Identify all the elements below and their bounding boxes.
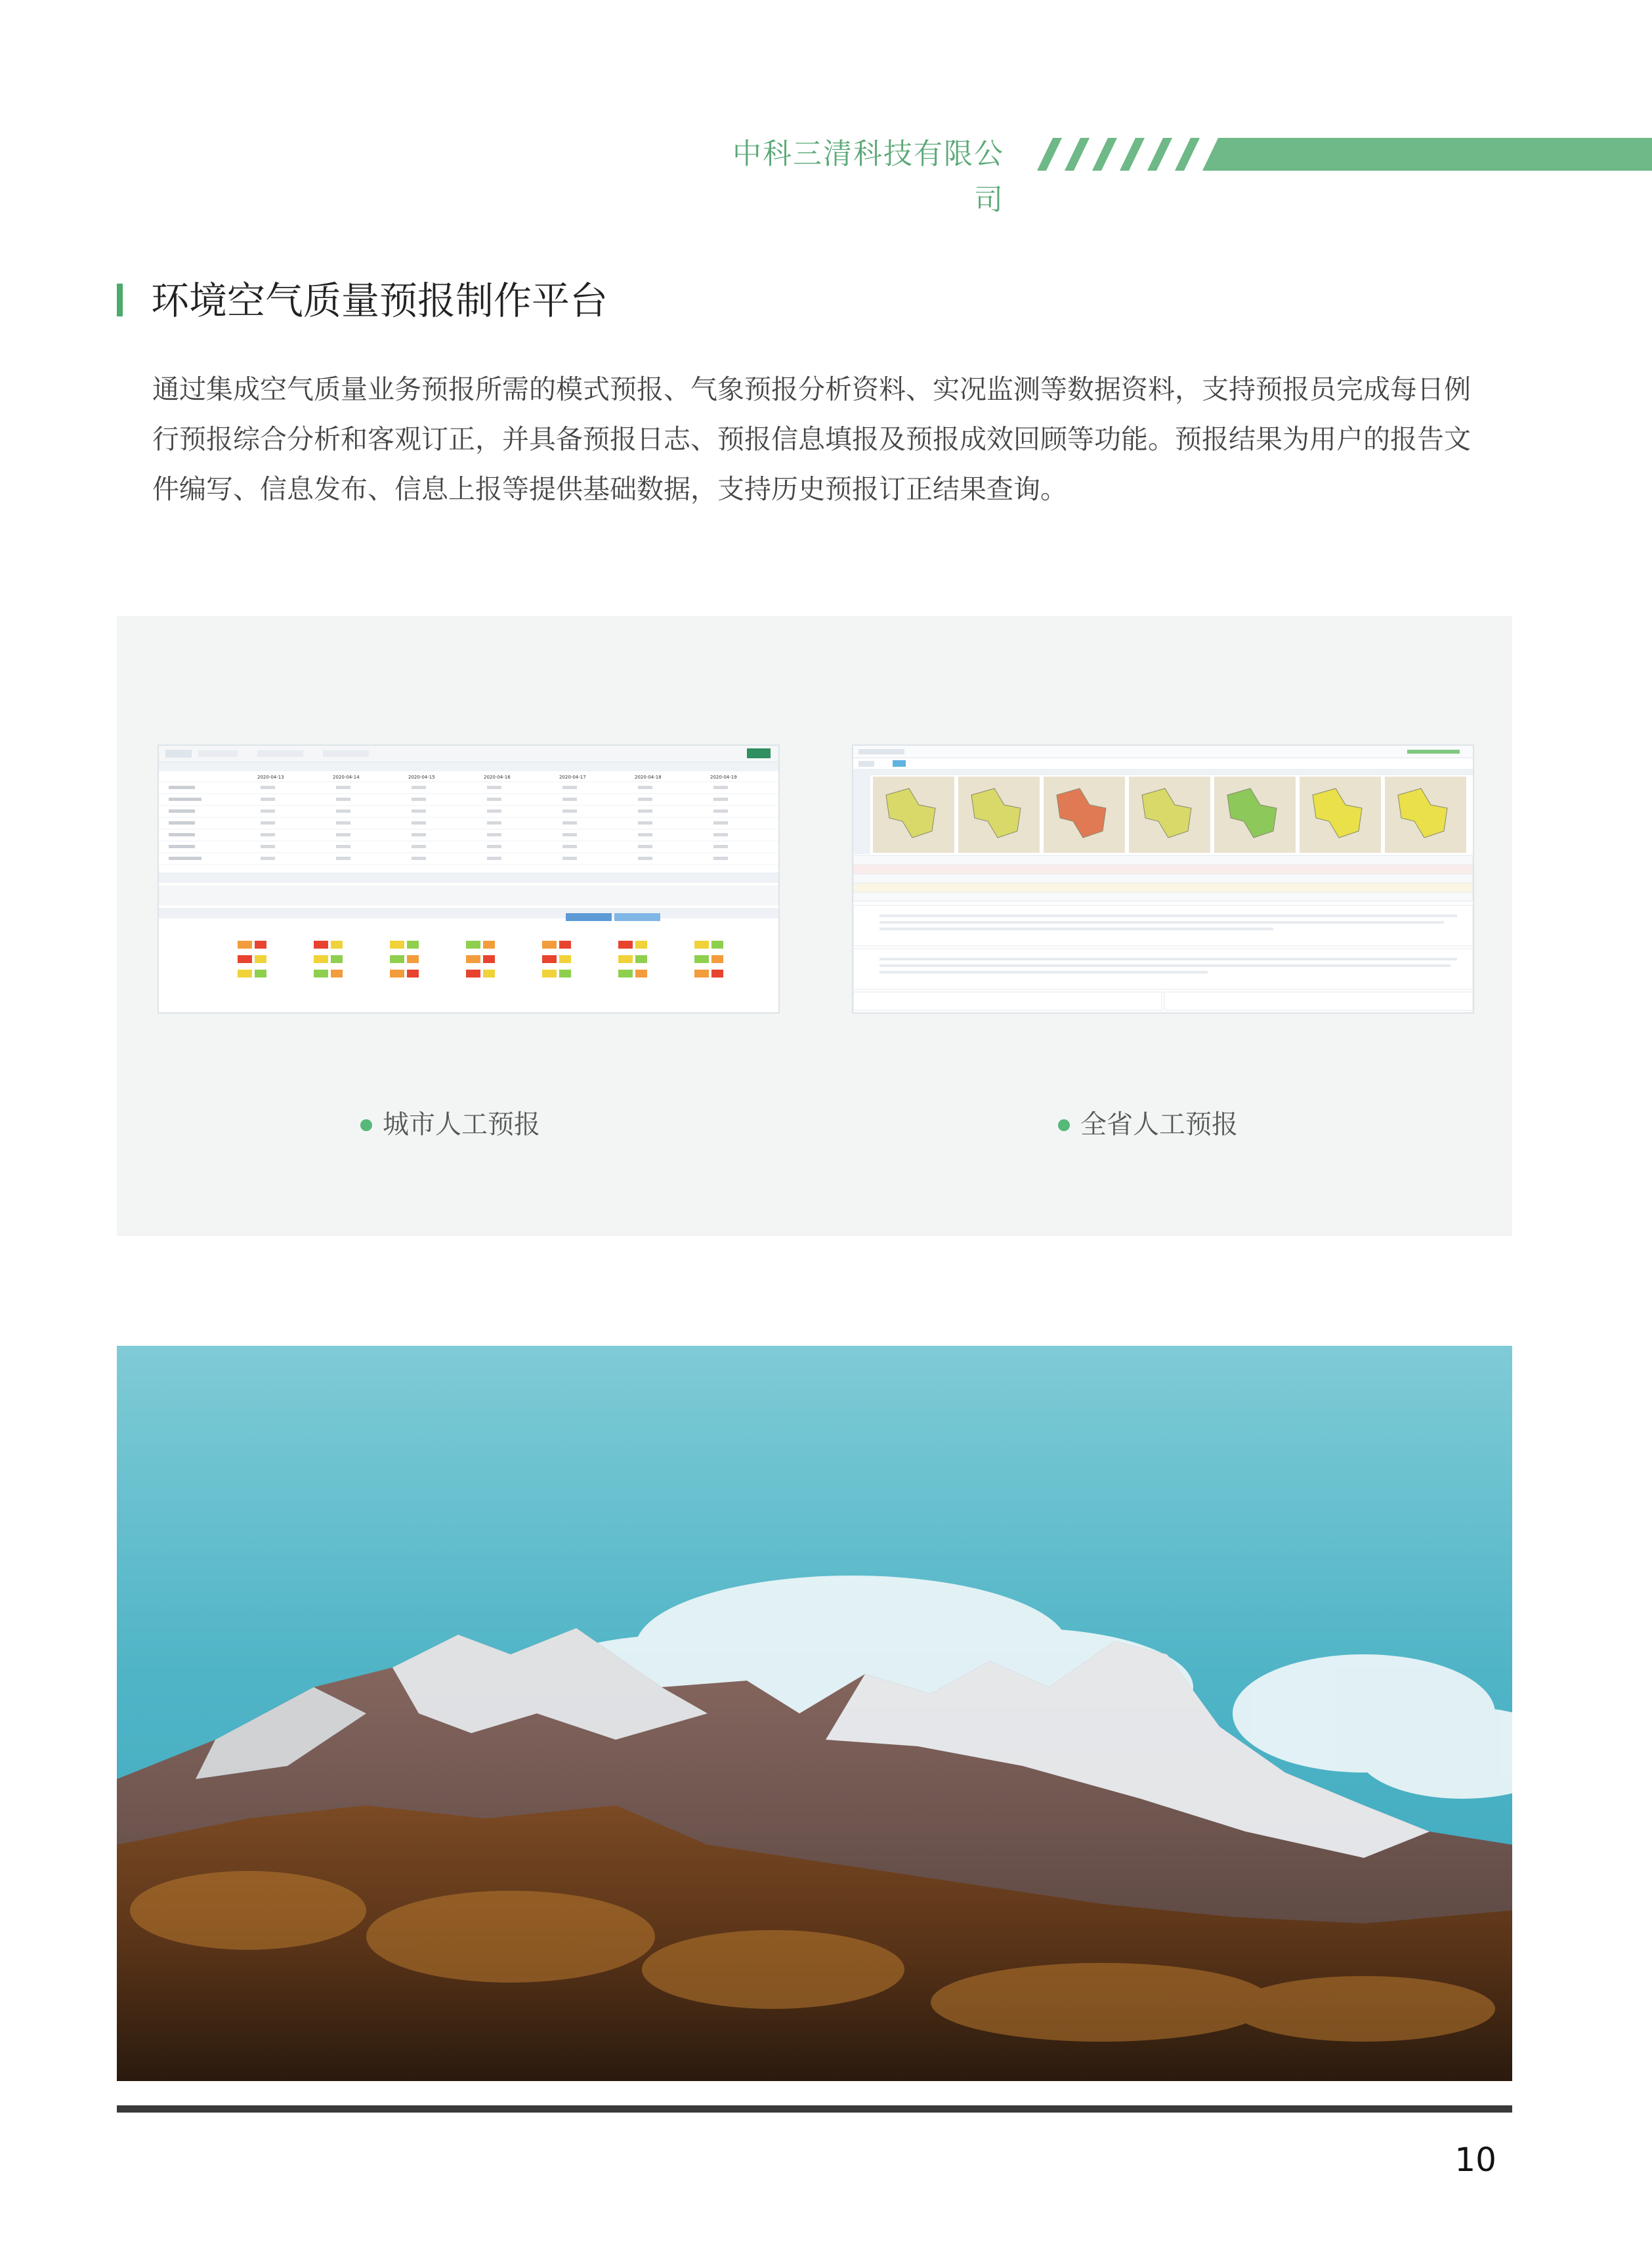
aqi-level-chip — [711, 955, 723, 963]
aqi-level-chip — [618, 970, 633, 978]
aqi-level-chip — [483, 941, 495, 949]
city-date-label: 2020-04-17 — [559, 775, 586, 780]
aqi-level-chip — [407, 941, 419, 949]
aqi-level-chip — [255, 955, 266, 963]
footer-divider — [117, 2105, 1512, 2113]
caption-province-forecast: 全省人工预报 — [1080, 1109, 1238, 1140]
city-date-label: 2020-04-18 — [635, 775, 662, 780]
aqi-level-chip — [390, 941, 404, 949]
aqi-level-chip — [483, 970, 495, 978]
aqi-level-chip — [466, 970, 480, 978]
heading-accent-bar — [117, 284, 123, 316]
aqi-level-chip — [559, 941, 571, 949]
section-title: 环境空气质量预报制作平台 — [151, 278, 608, 323]
city-date-label: 2020-04-19 — [710, 775, 737, 780]
aqi-level-chip — [711, 970, 723, 978]
aqi-level-chip — [559, 955, 571, 963]
aqi-level-chip — [331, 941, 343, 949]
aqi-level-chip — [331, 955, 343, 963]
aqi-level-chip — [618, 941, 633, 949]
aqi-level-chip — [314, 955, 328, 963]
province-forecast-screenshot — [852, 744, 1474, 1014]
caption-bullet — [1058, 1119, 1070, 1131]
city-date-label: 2020-04-15 — [408, 775, 435, 780]
aqi-level-chip — [314, 941, 328, 949]
aqi-level-chip — [694, 941, 709, 949]
aqi-level-chip — [483, 955, 495, 963]
aqi-level-chip — [255, 970, 266, 978]
aqi-level-chip — [238, 955, 252, 963]
aqi-level-chip — [314, 970, 328, 978]
aqi-level-chip — [542, 941, 557, 949]
aqi-level-chip — [238, 970, 252, 978]
aqi-level-chip — [466, 955, 480, 963]
aqi-level-chip — [255, 941, 266, 949]
aqi-level-chip — [390, 970, 404, 978]
section-description: 通过集成空气质量业务预报所需的模式预报、气象预报分析资料、实况监测等数据资料，支持预报员完成每日例行预报综合分析和客观订正，并具备预报日志、预报信息填报及预报成效回顾等功能。预报结果为用户的报告文件编写、信息发布、信息上报等提供基础数据，支持历史预报订正结果查询。 — [152, 374, 1471, 505]
caption-bullet — [360, 1119, 372, 1131]
city-date-label: 2020-04-14 — [333, 775, 360, 780]
aqi-level-chip — [407, 955, 419, 963]
aqi-level-chip — [542, 955, 557, 963]
aqi-level-chip — [466, 941, 480, 949]
mountain-photo — [117, 1346, 1512, 2081]
header-stripe-decoration — [1024, 138, 1652, 171]
aqi-level-chip — [407, 970, 419, 978]
aqi-level-chip — [559, 970, 571, 978]
city-date-label: 2020-04-16 — [484, 775, 511, 780]
caption-city-forecast: 城市人工预报 — [383, 1109, 540, 1140]
aqi-level-chip — [238, 941, 252, 949]
aqi-level-chip — [635, 955, 647, 963]
company-name: 中科三清科技有限公司 — [732, 137, 1004, 217]
city-date-label: 2020-04-13 — [257, 775, 284, 780]
aqi-level-chip — [331, 970, 343, 978]
city-forecast-screenshot — [158, 744, 780, 1014]
aqi-level-chip — [618, 955, 633, 963]
aqi-level-chip — [635, 941, 647, 949]
aqi-level-chip — [711, 941, 723, 949]
city-forecast-table-graphic — [159, 762, 778, 1012]
aqi-level-chip — [635, 970, 647, 978]
aqi-level-chip — [694, 955, 709, 963]
page-number: 10 — [1454, 2141, 1496, 2179]
aqi-level-chip — [694, 970, 709, 978]
aqi-level-chip — [542, 970, 557, 978]
aqi-level-chip — [390, 955, 404, 963]
province-map-panels — [853, 769, 1473, 1012]
screenshot-panel — [117, 616, 1512, 1236]
